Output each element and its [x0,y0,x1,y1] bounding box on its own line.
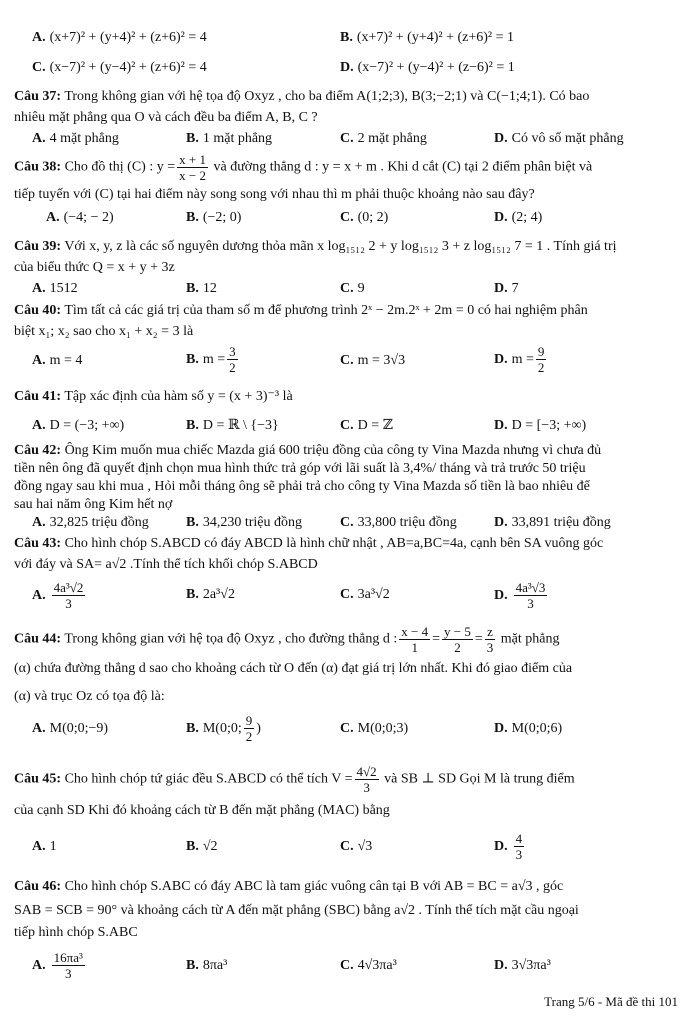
q37-line1: Câu 37: Trong không gian với hệ tọa độ Oxyz , cho ba điểm A(1;2;3), B(3;−2;1) và C(−1;4;1). Có bao [14,89,590,104]
q40-option-d: D. m = $\frac{9}{2}$ [494,344,545,376]
q42-option-a: A. 32,825 triệu đồng [32,515,149,530]
q45-line2: của cạnh SD Khi đó khoảng cách từ B đến mặt phẳng (MAC) bằng [14,803,390,818]
q40-option-a: A. m = 4 [32,353,83,368]
q41-line1: Câu 41: Tập xác định của hàm số y = (x + 3)⁻³ là [14,389,293,404]
q37-line2: nhiêu mặt phẳng qua O và cách đều ba điểm A, B, C ? [14,110,318,125]
q38-fraction: $\frac{x + 1}{x - 2}$ [179,152,206,183]
q44-option-c: C. M(0;0;3) [340,721,409,736]
q38-option-a: A. (−4; − 2) [46,210,114,225]
q46-option-a: A. $\frac{\text{16πa³}}{3}$ [32,950,83,982]
q40-option-c: C. m = 3√3 [340,353,406,368]
q45-option-b: B. √2 [186,839,218,854]
q44-option-d: D. M(0;0;6) [494,721,563,736]
q46-line3: tiếp hình chóp S.ABC [14,925,138,940]
q44-line2: (α) chứa đường thẳng d sao cho khoảng cách từ O đến (α) đạt giá trị lớn nhất. Khi đó giao điểm của [14,661,573,676]
q42-option-c: C. 33,800 triệu đồng [340,515,457,530]
q40-line1: Câu 40: Tìm tất cả các giá trị của tham số m để phương trình 2ˣ − 2m.2ˣ + 2m = 0 có hai nghiệm phân [14,303,588,318]
q42-line4: sau hai năm ông Kim hết nợ [14,497,173,512]
q41-option-a: A. D = (−3; +∞) [32,418,125,433]
top-option-b: B. (x+7)² + (y+4)² + (z+6)² = 1 [340,30,514,45]
q46-line2: SAB = SCB = 90° và khoảng cách từ A đến mặt phẳng (SBC) bằng a√2 . Tính thể tích mặt cầu ngoại [14,903,579,918]
q45-option-a: A. 1 [32,839,57,854]
q39-option-c: C. 9 [340,281,365,296]
page-footer: Trang 5/6 - Mã đề thi 101 [544,994,678,1009]
q37-option-c: C. 2 mặt phẳng [340,131,427,146]
q41-option-c: C. D = ℤ [340,418,393,433]
q46-option-b: B. 8πa³ [186,958,228,973]
q37-option-a: A. 4 mặt phẳng [32,131,119,146]
q42-line1: Câu 42: Ông Kim muốn mua chiếc Mazda giá 600 triệu đồng của công ty Vina Mazda nhưng vì chưa đủ [14,443,602,458]
q46-option-d: D. 3√3πa³ [494,958,551,973]
q38-option-b: B. (−2; 0) [186,210,242,225]
q46-line1: Câu 46: Cho hình chóp S.ABC có đáy ABC là tam giác vuông cân tại B với AB = BC = a√3 , góc [14,879,564,894]
top-option-c: C. (x−7)² + (y−4)² + (z+6)² = 4 [32,60,207,75]
q39-option-a: A. 1512 [32,281,78,296]
q38-line2: tiếp tuyến với (C) tại hai điểm này song song với nhau thì m phải thuộc khoảng nào sau đây? [14,187,535,202]
q39-line1: Câu 39: Với x, y, z là các số nguyên dương thỏa mãn x log₁₅₁₂ 2 + y log₁₅₁₂ 3 + z log₁₅₁₂ 7 = 1 . Tính giá trị [14,239,617,254]
q43-option-a: A. $\frac{\text{4a³√2}}{3}$ [32,580,84,612]
top-option-a: A. (x+7)² + (y+4)² + (z+6)² = 4 [32,30,207,45]
q45-option-c: C. √3 [340,839,373,854]
q45-option-d: D. $\frac{4}{3}$ [494,831,523,863]
q41-option-b: B. D = ℝ \ {−3} [186,418,279,433]
q42-line2: tiền nên ông đã quyết định chọn mua hình thức trả góp với lãi suất là 3,4%/ tháng và trả trước 50 triệu [14,461,586,476]
q43-line2: với đáy và SA= a√2 .Tính thể tích khối chóp S.ABCD [14,557,318,572]
q40-line2: biệt x₁; x₂ sao cho x₁ + x₂ = 3 là [14,324,194,339]
q40-option-b: B. m = $\frac{3}{2}$ [186,344,236,376]
top-option-d: D. (x−7)² + (y−4)² + (z−6)² = 1 [340,60,515,75]
q39-option-b: B. 12 [186,281,217,296]
q39-line2: của biểu thức Q = x + y + 3z [14,260,175,275]
q43-option-d: D. $\frac{\text{4a³√3}}{3}$ [494,580,546,612]
q38-line1: Câu 38: Cho đồ thị (C) : y = $\frac{x + 1}{x - 2}$ và đường thẳng d : y = x + m . Khi d cắt (C) tại 2 điểm phân biệt và [14,152,593,183]
q44-option-a: A. M(0;0;−9) [32,721,109,736]
q38-option-c: C. (0; 2) [340,210,389,225]
q39-option-d: D. 7 [494,281,519,296]
q44-option-b: B. M(0;0; $\frac{9}{2}$ ) [186,713,261,745]
q43-line1: Câu 43: Cho hình chóp S.ABCD có đáy ABCD là hình chữ nhật , AB=a,BC=4a, cạnh bên SA vuông góc [14,536,604,551]
q41-option-d: D. D = [−3; +∞) [494,418,587,433]
q44-line1: Câu 44: Trong không gian với hệ tọa độ Oxyz , cho đường thẳng d : $\frac{x - 4}{1}$ = $\frac{y - 5}{2}$ = $\frac{z}{3}$ mặt phẳng [14,624,560,655]
q38-option-d: D. (2; 4) [494,210,543,225]
q43-option-c: C. 3a³√2 [340,587,390,602]
q46-option-c: C. 4√3πa³ [340,958,397,973]
q42-line3: đồng ngay sau khi mua , Hỏi mỗi tháng ông sẽ phải trả cho công ty Vina Mazda số tiền là bao nhiêu để [14,479,590,494]
q37-option-b: B. 1 mặt phẳng [186,131,273,146]
q37-option-d: D. Có vô số mặt phẳng [494,131,624,146]
q44-line3: (α) và trục Oz có tọa độ là: [14,689,165,704]
q42-option-b: B. 34,230 triệu đồng [186,515,302,530]
q42-option-d: D. 33,891 triệu đồng [494,515,611,530]
q43-option-b: B. 2a³√2 [186,587,235,602]
q45-line1: Câu 45: Cho hình chóp tứ giác đều S.ABCD có thể tích V = $\frac{4√2}{3}$ và SB ⊥ SD Gọi M là trung điểm [14,764,575,795]
